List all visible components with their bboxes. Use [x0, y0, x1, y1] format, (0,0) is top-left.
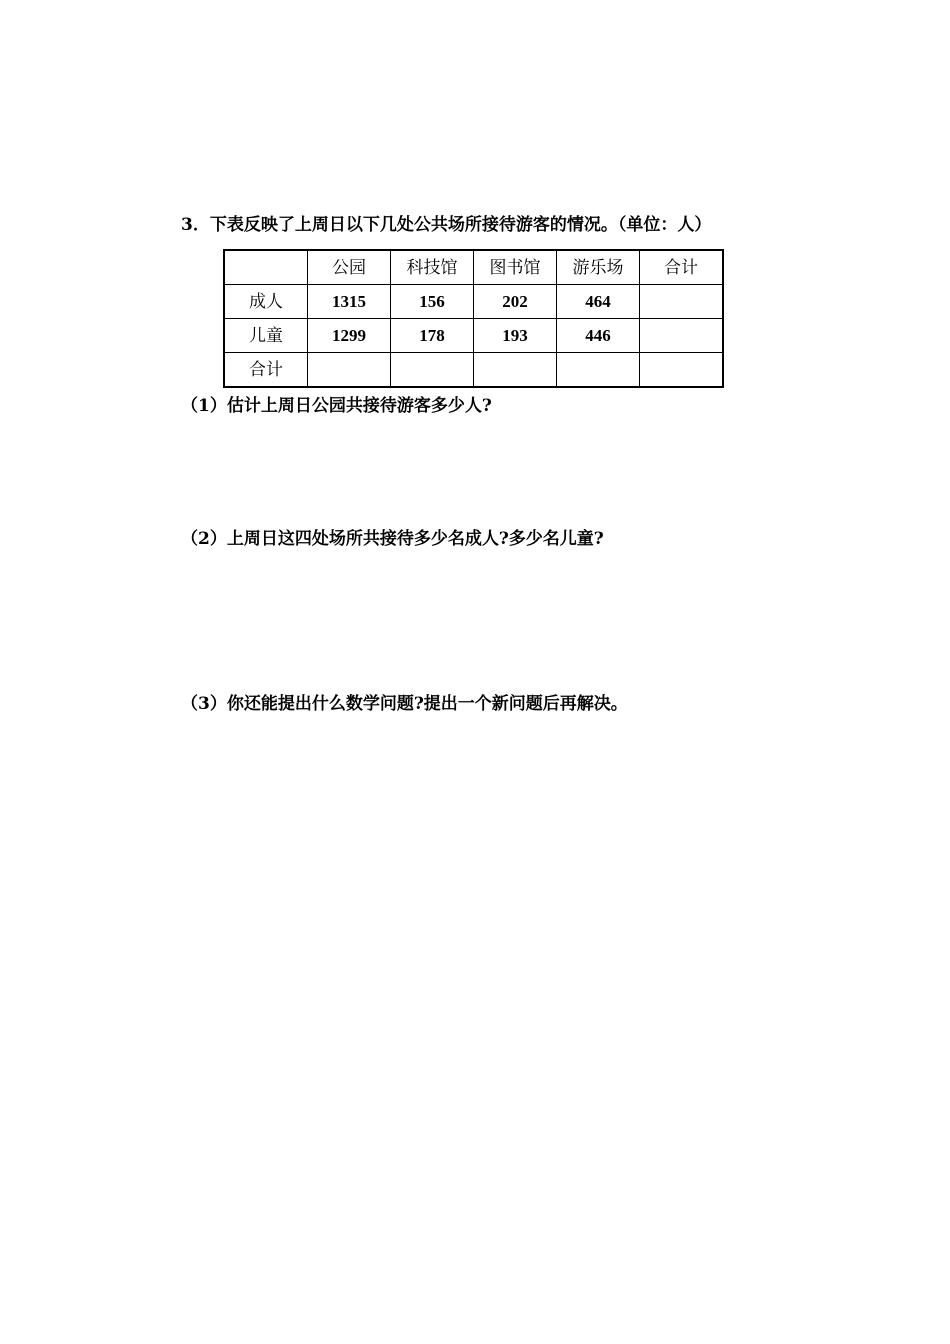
- table-header-cell: 公园: [308, 250, 391, 285]
- table-row: [224, 319, 723, 353]
- table-cell: [640, 353, 724, 388]
- problem-title: 3．下表反映了上周日以下几处公共场所接待游客的情况。（单位：人）: [181, 215, 712, 235]
- table-row: [224, 353, 723, 388]
- table-header-cell: [224, 250, 308, 285]
- table-cell: [640, 319, 724, 353]
- visitor-table: [223, 249, 724, 388]
- table-header-cell: 图书馆: [474, 250, 557, 285]
- table-cell: 1299: [308, 319, 391, 353]
- row-label: 合计: [224, 353, 308, 388]
- table-row: [224, 285, 723, 319]
- table-cell: 193: [474, 319, 557, 353]
- row-label: 成人: [224, 285, 308, 319]
- table-cell: [391, 353, 474, 388]
- table-cell: [557, 353, 640, 388]
- table-cell: [308, 353, 391, 388]
- table-cell: 202: [474, 285, 557, 319]
- table-header-cell: 科技馆: [391, 250, 474, 285]
- table-cell: 1315: [308, 285, 391, 319]
- table-cell: [640, 285, 724, 319]
- table-header-cell: 合计: [640, 250, 724, 285]
- question-1: （1）估计上周日公园共接待游客多少人?: [181, 396, 492, 416]
- table-cell: 178: [391, 319, 474, 353]
- question-3: （3）你还能提出什么数学问题?提出一个新问题后再解决。: [181, 694, 628, 714]
- row-label: 儿童: [224, 319, 308, 353]
- table-cell: [474, 353, 557, 388]
- table-header-row: [224, 250, 723, 285]
- table-cell: 464: [557, 285, 640, 319]
- table-cell: 446: [557, 319, 640, 353]
- table-header-cell: 游乐场: [557, 250, 640, 285]
- table-cell: 156: [391, 285, 474, 319]
- question-2: （2）上周日这四处场所共接待多少名成人?多少名儿童?: [181, 529, 604, 549]
